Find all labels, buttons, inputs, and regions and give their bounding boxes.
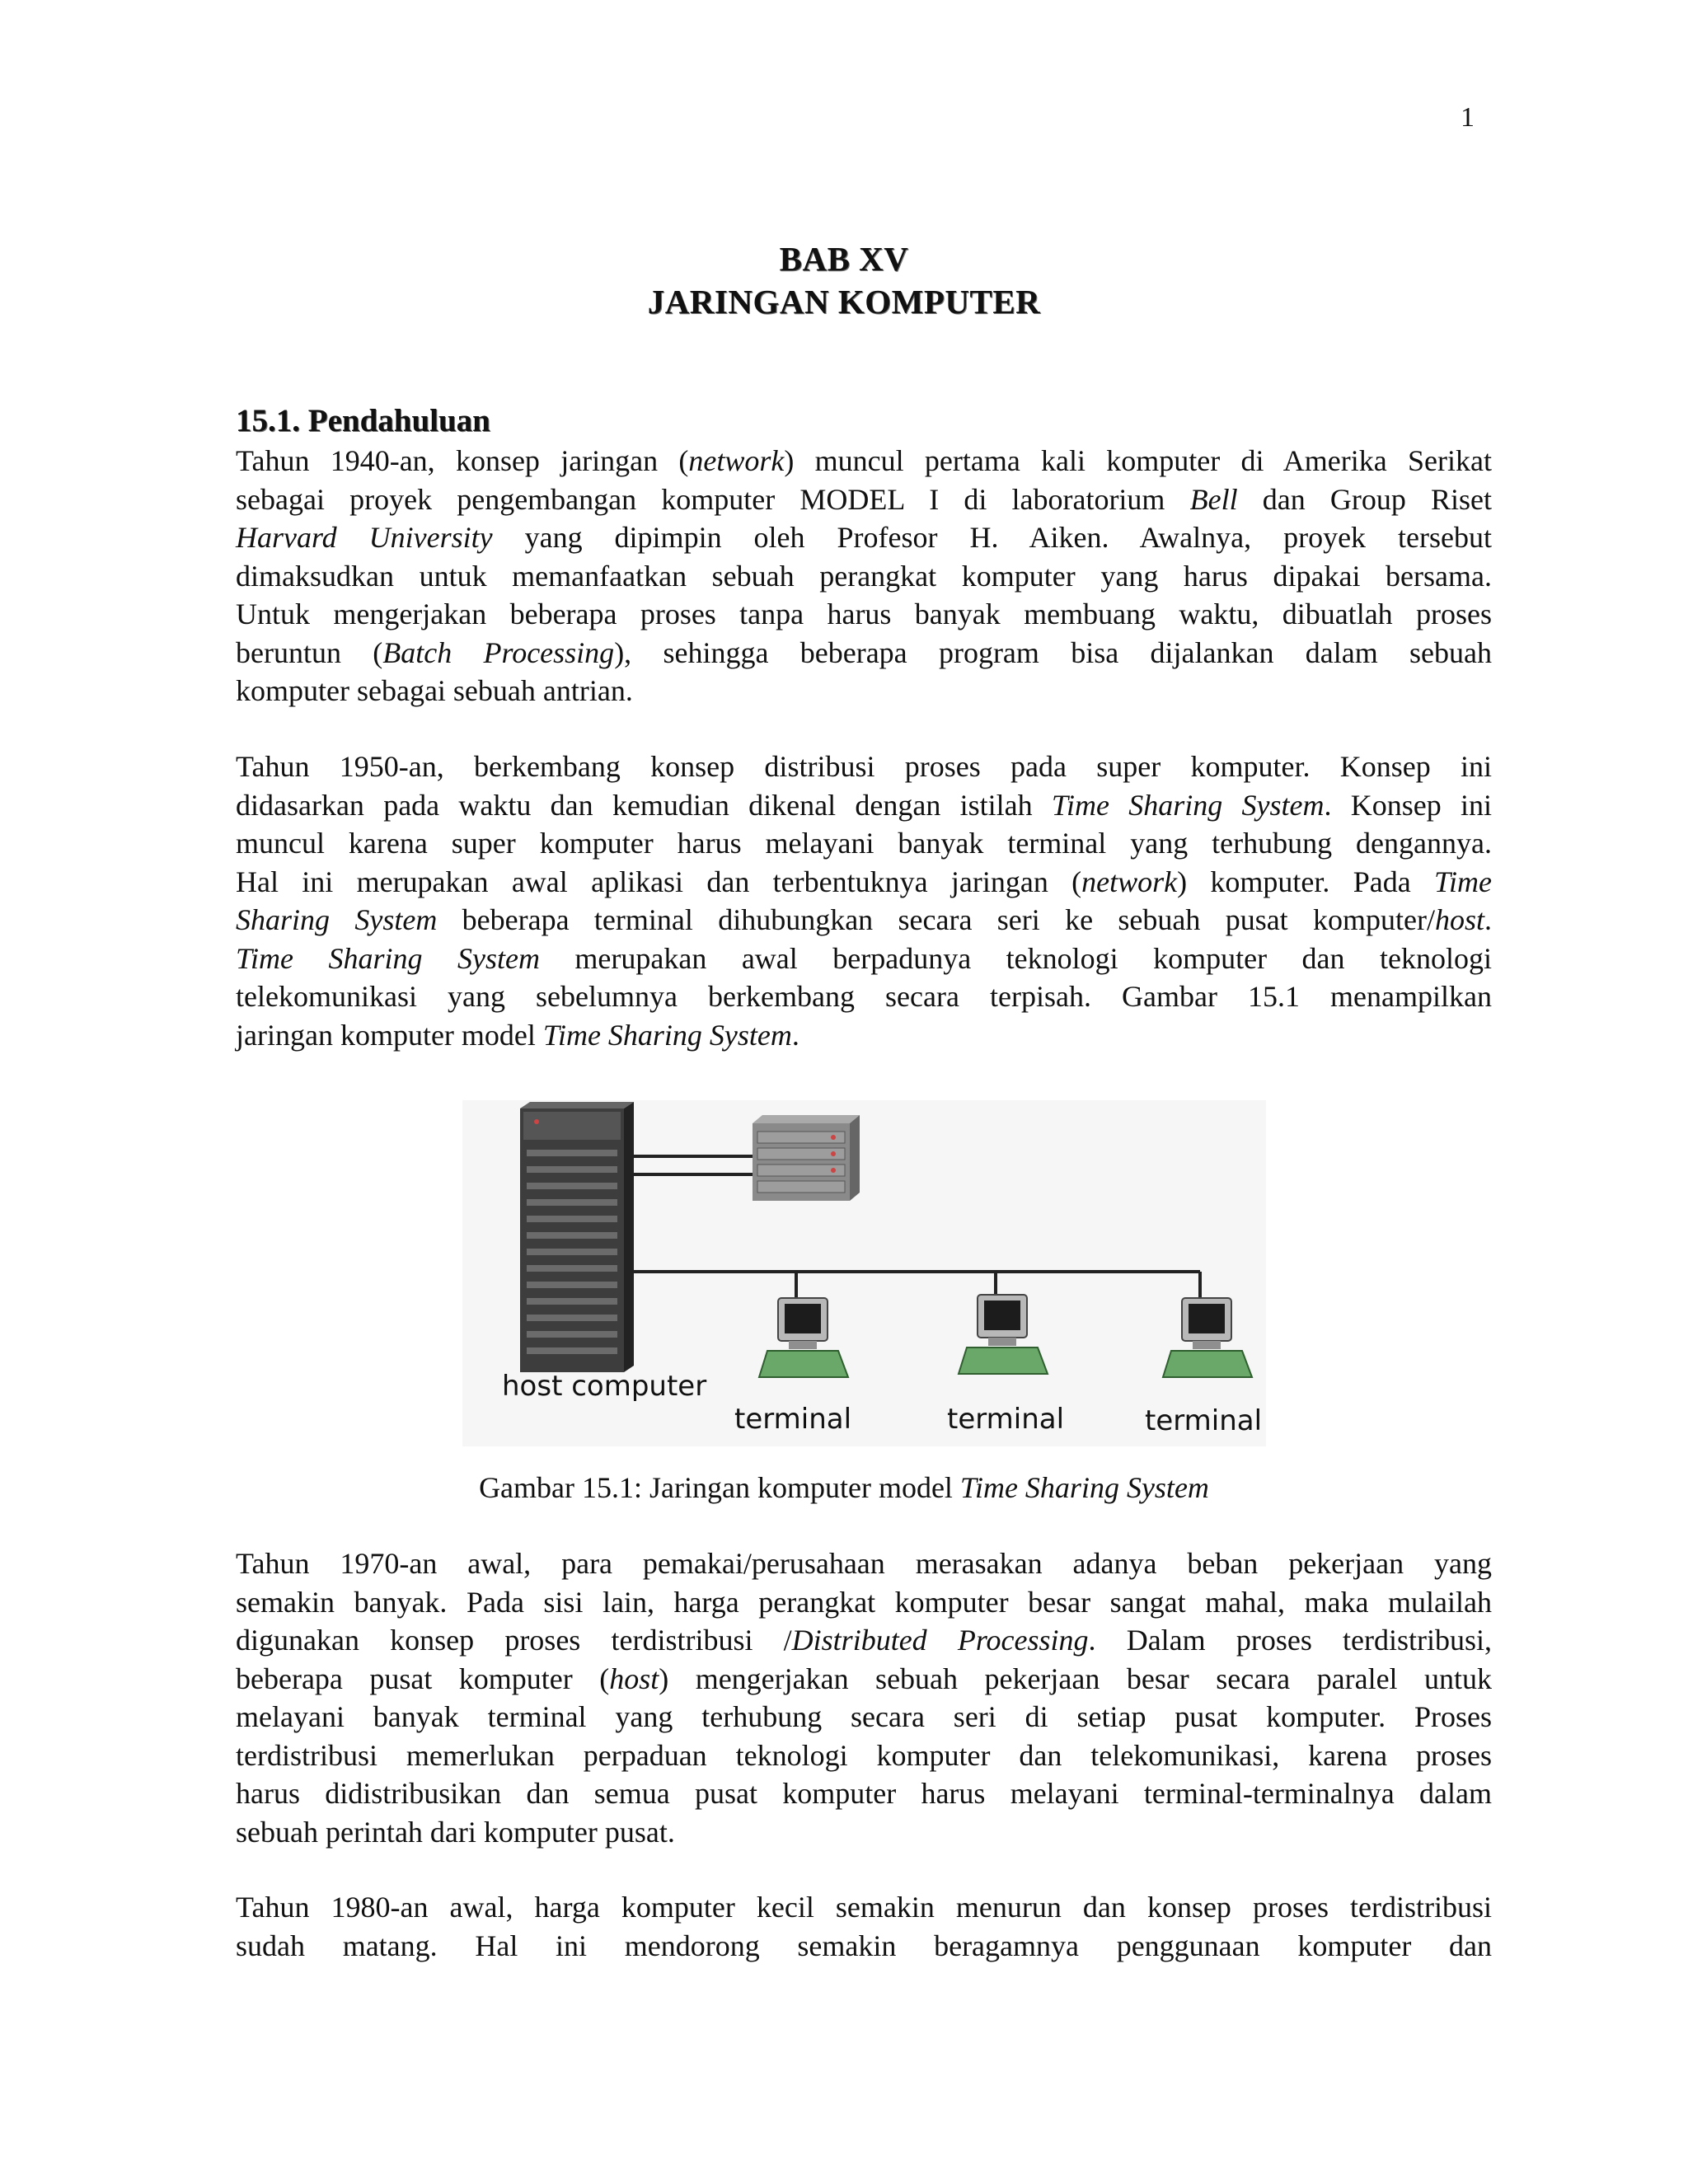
- terminal-label: terminal: [1145, 1404, 1263, 1437]
- text-line: muncul karena super komputer harus melayani banyak terminal yang terhubung dengannya.: [236, 827, 1492, 860]
- text-line: sebagai proyek pengembangan komputer MODEL I di laboratorium Bell dan Group Riset: [236, 482, 1492, 516]
- text-line: Tahun 1940-an, konsep jaringan (network) muncul pertama kali komputer di Amerika Serikat: [236, 444, 1492, 477]
- chapter-title: JARINGAN KOMPUTER: [647, 283, 1041, 321]
- figure-time-sharing-system: [462, 1100, 1266, 1446]
- figure-caption: Gambar 15.1: Jaringan komputer model Time Sharing System: [479, 1471, 1209, 1504]
- text-line: telekomunikasi yang sebelumnya berkembang secara terpisah. Gambar 15.1 menampilkan: [236, 980, 1492, 1013]
- text-line: didasarkan pada waktu dan kemudian dikenal dengan istilah Time Sharing System. Konsep ini: [236, 788, 1492, 822]
- page-number: 1: [1461, 102, 1475, 133]
- text-line: digunakan konsep proses terdistribusi /Distributed Processing. Dalam proses terdistribusi,: [236, 1624, 1493, 1657]
- paragraph-2: [236, 748, 1492, 1054]
- text-line: semakin banyak. Pada sisi lain, harga perangkat komputer besar sangat mahal, maka mulailah: [236, 1585, 1492, 1619]
- terminal-label: terminal: [947, 1403, 1065, 1436]
- host-computer-label: host computer: [502, 1370, 707, 1403]
- text-line: beruntun (Batch Processing), sehingga beberapa program bisa dijalankan dalam sebuah: [236, 635, 1492, 669]
- text-line: dimaksudkan untuk memanfaatkan sebuah perangkat komputer yang harus dipakai bersama.: [236, 559, 1492, 593]
- text-line: komputer sebagai sebuah antrian.: [236, 674, 633, 707]
- text-line: Time Sharing System merupakan awal berpadunya teknologi komputer dan teknologi: [236, 941, 1492, 975]
- text-line: Harvard University yang dipimpin oleh Profesor H. Aiken. Awalnya, proyek tersebut: [236, 521, 1492, 554]
- paragraph-1: [236, 442, 1492, 710]
- terminal-label: terminal: [734, 1403, 852, 1436]
- text-line: terdistribusi memerlukan perpaduan teknologi komputer dan telekomunikasi, karena proses: [236, 1738, 1492, 1772]
- text-line: sudah matang. Hal ini mendorong semakin beragamnya penggunaan komputer dan: [236, 1929, 1492, 1962]
- text-line: jaringan komputer model Time Sharing System.: [236, 1018, 799, 1052]
- paragraph-4: [236, 1888, 1492, 1965]
- text-line: harus didistribusikan dan semua pusat komputer harus melayani terminal-terminalnya dalam: [236, 1777, 1492, 1810]
- text-line: Tahun 1980-an awal, harga komputer kecil semakin menurun dan konsep proses terdistribusi: [236, 1891, 1492, 1924]
- text-line: melayani banyak terminal yang terhubung secara seri di setiap pusat komputer. Proses: [236, 1700, 1492, 1733]
- chapter-number: BAB XV: [779, 240, 909, 278]
- server-icon: [753, 1115, 860, 1201]
- section-title: 15.1. Pendahuluan: [236, 403, 490, 438]
- text-line: beberapa pusat komputer (host) mengerjakan sebuah pekerjaan besar secara paralel untuk: [236, 1661, 1493, 1695]
- text-line: Tahun 1970-an awal, para pemakai/perusahaan merasakan adanya beban pekerjaan yang: [236, 1547, 1492, 1580]
- text-line: sebuah perintah dari komputer pusat.: [236, 1815, 675, 1849]
- text-line: Sharing System beberapa terminal dihubungkan secara seri ke sebuah pusat komputer/host.: [236, 903, 1493, 936]
- host-computer-icon: [520, 1102, 634, 1372]
- text-line: Untuk mengerjakan beberapa proses tanpa harus banyak membuang waktu, dibuatlah proses: [236, 598, 1492, 630]
- text-line: Tahun 1950-an, berkembang konsep distribusi proses pada super komputer. Konsep ini: [236, 750, 1492, 783]
- paragraph-3: [236, 1544, 1492, 1851]
- text-line: Hal ini merupakan awal aplikasi dan terbentuknya jaringan (network) komputer. Pada Time: [236, 865, 1492, 898]
